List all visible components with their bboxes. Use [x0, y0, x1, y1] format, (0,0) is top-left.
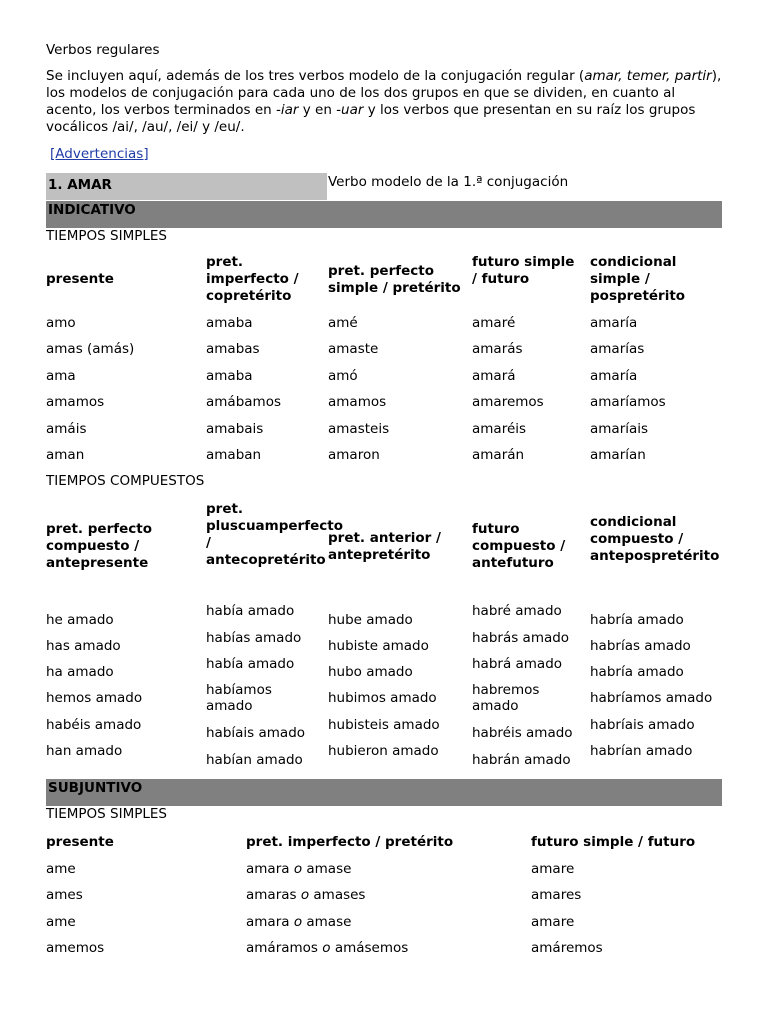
- conjugation-cell: habrá amado: [472, 656, 563, 672]
- conjugation-cell: [246, 914, 351, 930]
- conjugation-cell: habrían amado: [590, 743, 693, 759]
- conjunction-o: o: [293, 861, 303, 877]
- conjugation-cell: amáis: [46, 420, 87, 437]
- subjuntivo-simples-label: TIEMPOS SIMPLES: [46, 806, 167, 822]
- conjugation-cell: amábamos: [206, 394, 281, 411]
- column-header: pret. anterior / antepretérito: [328, 530, 441, 563]
- column-header: pret. imperfecto / pretérito: [246, 834, 454, 850]
- conjugation-cell: hubiste amado: [328, 638, 429, 654]
- conjugation-cell: habré amado: [472, 603, 562, 619]
- conjugation-cell: amare: [531, 913, 575, 930]
- conjugation-cell: habíamos amado: [206, 682, 272, 714]
- conjugation-cell: amaría: [590, 367, 638, 384]
- conjugation-cell: amaba: [206, 315, 253, 331]
- conjugation-cell: habrías amado: [590, 638, 691, 654]
- intro-fragment: -iar: [275, 102, 299, 118]
- conjugation-cell: ama: [46, 367, 76, 384]
- conjugation-cell: habríamos amado: [590, 690, 713, 706]
- conjugation-cell: ames: [46, 887, 83, 904]
- verb-form: amásemos: [330, 939, 409, 956]
- conjugation-cell: amaréis: [472, 420, 527, 437]
- conjunction-o: o: [293, 913, 303, 930]
- verb-form: amase: [302, 861, 352, 877]
- verb-label: 1. AMAR: [48, 177, 112, 193]
- column-header: presente: [46, 834, 114, 850]
- column-header: presente: [46, 271, 114, 287]
- conjugation-cell: habrás amado: [472, 630, 570, 646]
- conjugation-cell: hubisteis amado: [328, 717, 440, 733]
- conjugation-cell: amarán: [472, 447, 525, 463]
- conjugation-cell: [246, 940, 408, 956]
- conjugation-cell: amarías: [590, 341, 645, 358]
- verb-header-bar: [46, 173, 327, 200]
- conjugation-cell: hubo amado: [328, 664, 413, 680]
- conjugation-cell: hube amado: [328, 612, 413, 628]
- column-header: pret. perfecto compuesto / antepresente: [46, 521, 152, 571]
- conjugation-cell: amabais: [206, 420, 264, 437]
- conjugation-cell: habréis amado: [472, 725, 573, 741]
- conjugation-cell: hubieron amado: [328, 743, 439, 759]
- conjugation-cell: había amado: [206, 656, 295, 672]
- verb-form: amara: [246, 913, 294, 930]
- conjugation-cell: ame: [46, 861, 76, 877]
- indicativo-label: INDICATIVO: [48, 202, 136, 218]
- conjugation-cell: amaría: [590, 315, 638, 331]
- indicativo-compuestos-label: TIEMPOS COMPUESTOS: [46, 473, 205, 489]
- intro-fragment: y los verbos que presentan en su raíz los grupos vocálicos /ai/, /au/, /ei/ y /eu/.: [46, 102, 696, 135]
- conjugation-cell: amamos: [46, 394, 105, 411]
- column-header: pret. imperfecto / copretérito: [206, 254, 299, 304]
- conjugation-cell: amarían: [590, 447, 646, 463]
- conjunction-o: o: [322, 939, 331, 956]
- verb-form: amases: [309, 887, 366, 904]
- conjugation-cell: habría amado: [590, 612, 684, 628]
- column-header: pret. pluscuamperfecto / antecopretérito: [206, 501, 343, 568]
- conjugation-cell: habremos amado: [472, 682, 540, 714]
- conjugation-cell: han amado: [46, 743, 123, 759]
- intro-fragment: amar, temer, partir: [584, 68, 712, 84]
- conjugation-cell: amaba: [206, 367, 253, 384]
- conjugation-cell: [246, 861, 351, 877]
- conjugation-cell: aman: [46, 447, 85, 463]
- conjugation-cell: hubimos amado: [328, 690, 437, 706]
- conjugation-cell: amará: [472, 367, 516, 384]
- column-header: futuro simple / futuro: [472, 254, 575, 287]
- conjugation-cell: habíais amado: [206, 725, 306, 741]
- conjunction-o: o: [300, 887, 310, 904]
- conjugation-cell: habría amado: [590, 664, 684, 680]
- conjugation-cell: amarás: [472, 341, 523, 358]
- conjugation-cell: habéis amado: [46, 717, 142, 733]
- indicativo-simples-label: TIEMPOS SIMPLES: [46, 228, 167, 244]
- subjuntivo-label: SUBJUNTIVO: [48, 780, 143, 796]
- conjugation-cell: amare: [531, 861, 575, 877]
- verb-form: amase: [302, 913, 352, 930]
- conjugation-cell: amó: [328, 367, 358, 384]
- verb-form: amaras: [246, 887, 301, 904]
- conjugation-cell: hemos amado: [46, 690, 143, 706]
- indicativo-bar: [46, 201, 722, 228]
- conjugation-cell: amamos: [328, 394, 387, 411]
- verb-form: amáramos: [246, 939, 323, 956]
- conjugation-cell: amaríais: [590, 420, 649, 437]
- conjugation-cell: amé: [328, 315, 358, 331]
- verb-form: amara: [246, 861, 294, 877]
- conjugation-cell: amaste: [328, 341, 379, 358]
- conjugation-cell: [246, 887, 365, 903]
- intro-fragment: -uar: [336, 102, 364, 118]
- conjugation-cell: amaremos: [472, 394, 544, 411]
- conjugation-cell: ha amado: [46, 664, 114, 680]
- conjugation-cell: amo: [46, 315, 76, 331]
- intro-fragment: Se incluyen aquí, además de los tres verbos modelo de la conjugación regular (: [46, 68, 585, 84]
- conjugation-cell: amaríamos: [590, 394, 666, 411]
- column-header: futuro compuesto / antefuturo: [472, 521, 566, 571]
- conjugation-cell: habías amado: [206, 630, 302, 646]
- document-title: Verbos regulares: [46, 42, 160, 58]
- verb-description: Verbo modelo de la 1.ª conjugación: [328, 174, 569, 190]
- conjugation-cell: amares: [531, 887, 582, 904]
- conjugation-cell: ame: [46, 913, 76, 930]
- column-header: futuro simple / futuro: [531, 834, 696, 850]
- conjugation-cell: he amado: [46, 612, 114, 628]
- column-header: condicional simple / pospretérito: [590, 254, 686, 304]
- column-header: condicional compuesto / antepospretérito: [590, 514, 720, 564]
- conjugation-cell: amaban: [206, 447, 262, 463]
- column-header: pret. perfecto simple / pretérito: [328, 263, 461, 296]
- conjugation-cell: amaré: [472, 315, 516, 331]
- conjugation-cell: amemos: [46, 939, 105, 956]
- conjugation-cell: habríais amado: [590, 717, 695, 733]
- conjugation-cell: has amado: [46, 638, 121, 654]
- conjugation-cell: amaron: [328, 447, 380, 463]
- advertencias-link[interactable]: [Advertencias]: [50, 146, 149, 162]
- conjugation-cell: habían amado: [206, 752, 303, 768]
- conjugation-cell: amáremos: [531, 939, 603, 956]
- intro-paragraph: [46, 68, 722, 136]
- conjugation-cell: amasteis: [328, 420, 390, 437]
- conjugation-cell: había amado: [206, 603, 295, 619]
- conjugation-cell: habrán amado: [472, 752, 571, 768]
- intro-fragment: y en: [298, 102, 337, 118]
- conjugation-cell: amabas: [206, 341, 260, 358]
- conjugation-cell: amas (amás): [46, 341, 135, 358]
- subjuntivo-bar: [46, 779, 722, 806]
- intro-fragment: ), los modelos de conjugación para cada uno de los dos grupos en que se dividen, en cuanto al acento, los verbos terminados en: [46, 68, 722, 118]
